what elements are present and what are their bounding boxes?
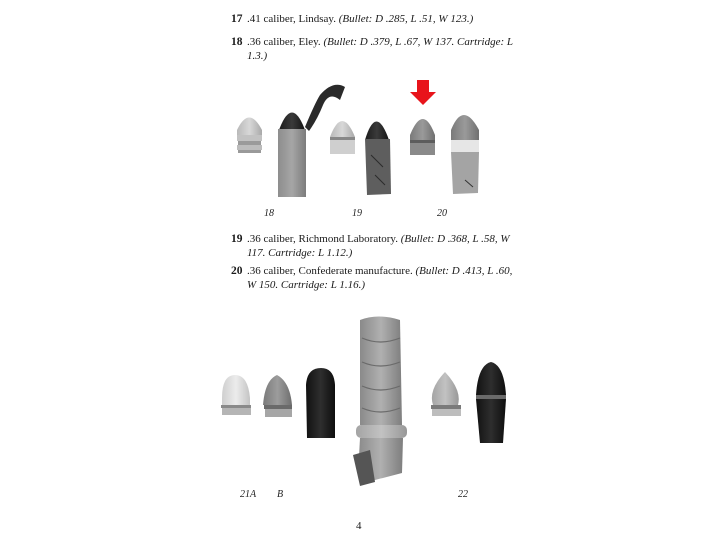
entry-text — [247, 35, 521, 63]
bullet-21a — [221, 375, 251, 415]
entry-description: .36 caliber, Confederate manufacture. — [247, 265, 413, 277]
entry-text — [247, 232, 521, 260]
entry-number: 20 — [231, 265, 243, 277]
entry-20 — [231, 264, 521, 292]
photo-label-18: 18 — [264, 208, 274, 219]
red-arrow-annotation — [410, 80, 436, 105]
bullet-19 — [330, 121, 355, 154]
entry-spec: (Bullet: D .285, L .51, W 123.) — [338, 13, 474, 25]
entry-text — [247, 12, 521, 26]
page-number: 4 — [356, 520, 362, 532]
entry-description: .36 caliber, Eley. — [247, 36, 321, 48]
entry-text — [247, 264, 521, 292]
cartridge-22 — [476, 362, 506, 443]
cartridge-19 — [365, 122, 391, 196]
bullet-21b — [263, 375, 292, 417]
cartridge-21 — [306, 368, 335, 438]
photo-label-19: 19 — [352, 208, 362, 219]
bullet-20 — [410, 119, 435, 155]
bullet-22 — [431, 372, 461, 416]
entry-number: 19 — [231, 233, 243, 245]
entry-spec: (Bullet: D .379, L .67, W 137. Cartridge: L 1.3.) — [247, 36, 513, 62]
photo-label-21a: 21A — [240, 489, 257, 500]
entry-number: 17 — [231, 13, 243, 25]
entry-18 — [231, 35, 521, 63]
entry-spec: (Bullet: D .368, L .58, W 117. Cartridge: L 1.12.) — [247, 233, 510, 259]
photo-label-22: 22 — [458, 489, 468, 500]
photo-bullets-18-20 — [225, 75, 525, 205]
photo-label-b: B — [277, 489, 284, 500]
bullet-18 — [237, 118, 262, 154]
entry-19 — [231, 232, 521, 260]
cartridge-20 — [451, 115, 479, 194]
photo-label-20: 20 — [437, 208, 447, 219]
wrapped-cartridge — [353, 317, 407, 487]
entry-17 — [231, 12, 521, 26]
entry-description: .36 caliber, Richmond Laboratory. — [247, 233, 398, 245]
entry-spec: (Bullet: D .413, L .60, W 150. Cartridge: L 1.16.) — [247, 265, 513, 291]
entry-description: .41 caliber, Lindsay. — [247, 13, 336, 25]
entry-number: 18 — [231, 36, 243, 48]
photo-bullets-21-22 — [210, 310, 520, 510]
